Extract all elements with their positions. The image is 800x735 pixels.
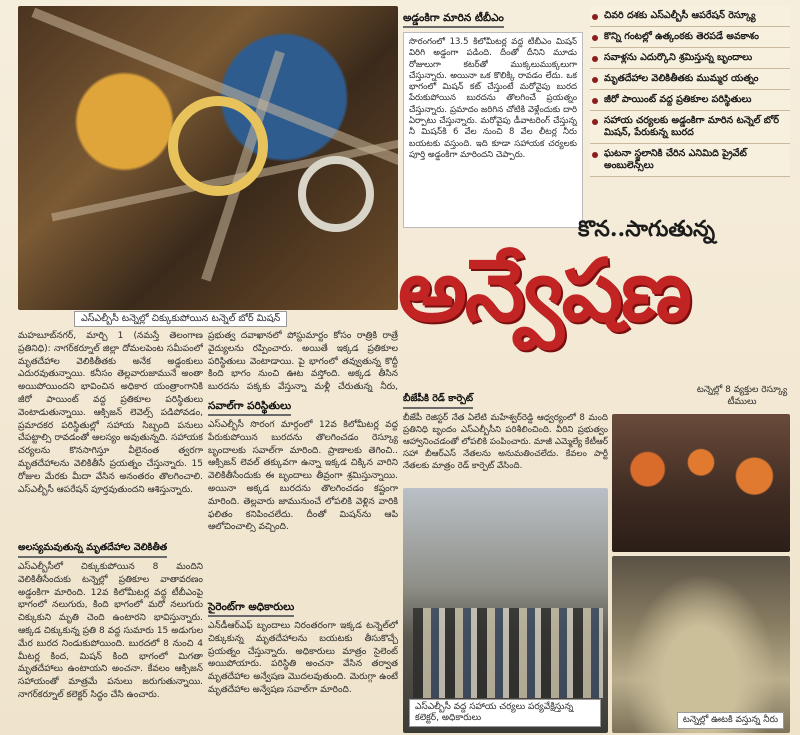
title-kicker: కొన..సాగుతున్న <box>578 216 716 242</box>
column-2-text-1: ఎస్ఎల్బీసీ సొరంగ మార్గంలో 12వ కిలోమీటర్ల వద్ద పేరుకుపోయిన బురదను తొలగించడం రెస్క్యూ బృందాలకు సవాల్‌గా మారింది. ప్రాణాలకు తెగించి.. ఆక్సిజన్ లెవల్ తక్కువగా ఉన్నా ఇక్కడ చిక్కిన వారిని వెలికితీసేందుకు ఈ బృందాలు తీవ్రంగా శ్రమిస్తున్నాయి. అయినా అక్కడ బురదను తొలగించడం కష్టంగా మారింది. తెల్లవారు జామునుంచే లోపలికి వెళ్లిన వారికి ఫలితం కనిపించలేదు. దీంతో మిషన్‌ను ఆపి ఆలోచించాల్సి వచ్చింది. <box>208 420 398 533</box>
team-photo-caption: టన్నెల్లో 8 వ్యక్తుల రెస్క్యూ టీములు <box>696 385 788 407</box>
highlights-list <box>590 6 790 177</box>
column-2 <box>208 330 398 730</box>
sidebar-story-heading: అడ్డంకిగా మారిన టీబీఎం <box>403 11 504 28</box>
column-1-subheading: అలస్యమవుతున్న మృతదేహాల వెలికితీత <box>18 541 167 558</box>
water-photo-caption: టన్నెల్లో ఊటకి వస్తున్న నీరు <box>677 712 784 729</box>
sidebar-story-box <box>403 32 583 228</box>
inspection-photo-caption: ఎస్ఎల్బీసీ వద్ద సహాయ చర్యలు పర్యవేక్షిస్తున్న కలెక్టర్, అధికారులు <box>409 699 601 727</box>
column-2-subheading-2: సైరెంట్‌గా అధికారులు <box>208 600 294 617</box>
column-2-lead: ప్రభుత్వ దవాఖానలో పోస్టుమార్టం కోసం రాత్రికి రాత్రే వైద్యులను రప్పించారు. అయితే ఇక్కడ ప్రతికూల పరిస్థితులు వెంటాడాయి. పై భాగంలో తవ్వుతున్న కొద్దీ కింది భాగం నుంచి ఊట వస్తోంది. అక్కడ తీసిన బురదను పక్కకు వేస్తున్నా మళ్లీ చేరుతున్న నీరు, <box>208 331 398 393</box>
main-photo-caption: ఎస్ఎల్బీసీ టన్నెల్లో చిక్కుకుపోయిన టన్నెల్ బోర్ మిషన్ <box>74 311 287 327</box>
sidebar-story <box>403 6 583 228</box>
bjp-story-text: బీజేపీ రెజిస్టర్ నేత ఏలేటి మహేశ్వర్‌రెడ్డి ఆధ్వర్యంలో 8 మంది ప్రతినిధి బృందం ఎస్ఎల్బీసీని పరిశీలించింది. వీరిని ప్రభుత్వం ఆహ్వానించడంతో లోపలికి పంపించారు. మాజీ ఎమ్మెల్యే కేటీఆర్ సహా బీఆర్ఎస్ నేతలను అనుమతించలేదు. కేవలం పార్టీ నేతలకు మాత్రం రెడ్ కార్పెట్ వేసింది. <box>403 413 608 471</box>
bjp-story-heading: బీజేపీకి రెడ్ కార్పెట్ <box>403 392 473 409</box>
highlight-item: మృతదేహాల వెలికితీతకు ముమ్మర యత్నం <box>590 69 790 90</box>
highlight-item: ఘటనా స్థలానికి చేరిన ఎనిమిది ప్రైవేట్ అంబులెన్స్‌లు <box>590 144 790 177</box>
highlight-item: కొన్ని గంటల్లో ఉత్కంఠకు తెరపడే అవకాశం <box>590 27 790 48</box>
officials-inspection-photo <box>403 488 608 733</box>
tunnel-water-photo <box>612 556 790 733</box>
column-1 <box>18 330 203 730</box>
rescue-team-photo <box>612 414 790 552</box>
highlight-item: జీరో పాయింట్ వద్ద ప్రతికూల పరిస్థితులు <box>590 90 790 111</box>
column-1-lead: మహబూబ్‌నగర్, మార్చి 1 (నమస్తే తెలంగాణ ప్రతినిధి): నాగర్‌కర్నూల్ జిల్లా దోమలపెంట సమీపంలో మృతదేహాల వెలికితీతకు అనేక అడ్డంకులు ఎదురవుతున్నాయి. కనీసం తెల్లవారుజామునే అంతా అయిపోయిందని భావించిన అధికార యంత్రాంగానికి జీరో పాయింట్ వద్ద ప్రతికూల పరిస్థితులు వెంటాడుతున్నాయి. ఆక్సిజన్ లెవెల్స్ పడిపోవడం, ప్రమాదకర పరిస్థితుల్లో సహాయ సిబ్బంది పనులు చేపట్టాల్సి రావడంతో ఆలస్యం అవుతున్నది. సహాయక చర్యలను కొనసాగిస్తూ వీలైనంత త్వరగా మృతదేహాలను వెలికితీసే ప్రయత్నం చేస్తున్నారు. 15 రోజుల మేరకు మీదా వేసిన అనంతరం తొలగించాలి. ఎస్ఎల్బీసీ ఆపరేషన్ పూర్తవుతుందని ఆశిస్తున్నారు. <box>18 331 203 495</box>
sidebar-story-text: సొరంగంలో 13.5 కిలోమీటర్ల వద్ద టీబీఎం మిషన్ విరిగి అడ్డంగా పడింది. దీంతో దీనిని మూడు రోజులుగా కటర్‌తో ముక్కలుముక్కలుగా చేస్తున్నారు. అయినా ఒక కొలిక్కి రావడం లేదు. ఒక భాగంలో మిషన్ కట్ చేస్తుంటే మరోవైపు బురద పేరుకుపోయిన బురదను తొలగించే ప్రయత్నం చేస్తున్నారు. ప్రమాదం జరిగిన చోటికి వెళ్లేందుకు దారి ఏర్పాటు చేస్తున్నారు. మరోవైపు డీవాటరింగ్ చేస్తున్న నీ మిషన్‌కి 6 వేల నుంచి 8 వేల లీటర్ల నీరు బయటకు వస్తుంది. ఇది కూడా సహాయక చర్యలకు పూర్తి అడ్డంకిగా మారిందని చెప్పారు. <box>409 37 577 160</box>
column-2-text-2: ఎన్‌డీఆర్‌ఎఫ్ బృందాలు నిరంతరంగా ఇక్కడ టన్నెల్‌లో చిక్కుకున్న మృతదేహాలను బయటకు తీసుకొచ్చే ప్రయత్నం చేస్తున్నారు. అధికారులు మాత్రం సైలెంట్ అయిపోయారు. పరిస్థితి అంచనా వేసిన తర్వాత మృతదేహాల అన్వేషణ మొదలవుతుంది. మెరుగ్గా ఉంటే మృతదేహాల అన్వేషణ సవాల్‌గా మారింది. <box>208 621 398 695</box>
headline: అన్వేషణ <box>398 240 690 341</box>
tunnel-boring-machine-photo <box>18 6 398 310</box>
highlight-item: సహాయ చర్యలకు అడ్డంకిగా మారిన టన్నెల్ బోర్ మిషన్, పేరుకున్న బురద <box>590 111 790 144</box>
column-1-text: ఎస్ఎల్బీసీలో చిక్కుకుపోయిన 8 మందిని వెలికితీసేందుకు టన్నెల్లో ప్రతికూల వాతావరణం అడ్డంకిగా మారింది. 12వ కిలోమీటర్ల వద్ద టీబీఎంపై భాగంలో నలుగురు, కింది భాగంలో మరో నలుగురు చిక్కుకుని మృతి చెంది ఉంటారని భావిస్తున్నారు. ఆక్కడ చిక్కుకున్న ప్రతి 8 వద్ద సుమారు 15 అడుగుల మేర బురద నిండుకుపోయింది. బురదలో 8 నుంచి 4 మీటర్ల కింద, మిషన్ కింది భాగంలో మిగతా మృతదేహాలు ఉంటాయని అంచనా. కేవలం ఆక్సిజన్ సహాయంతో మాత్రమే పనులు జరుగుతున్నాయి. నాగర్‌కర్నూల్ కలెక్టర్ సిద్ధం చేసి ఉంచారు. <box>18 562 203 700</box>
highlight-item: సవాళ్లను ఎదుర్కొని శ్రమిస్తున్న బృందాలు <box>590 48 790 69</box>
highlight-item: చివరి దశకు ఎస్ఎల్బీసీ ఆపరేషన్ రెస్క్యూ <box>590 6 790 27</box>
column-2-subheading-1: సవాల్‌గా పరిస్థితులు <box>208 399 291 416</box>
